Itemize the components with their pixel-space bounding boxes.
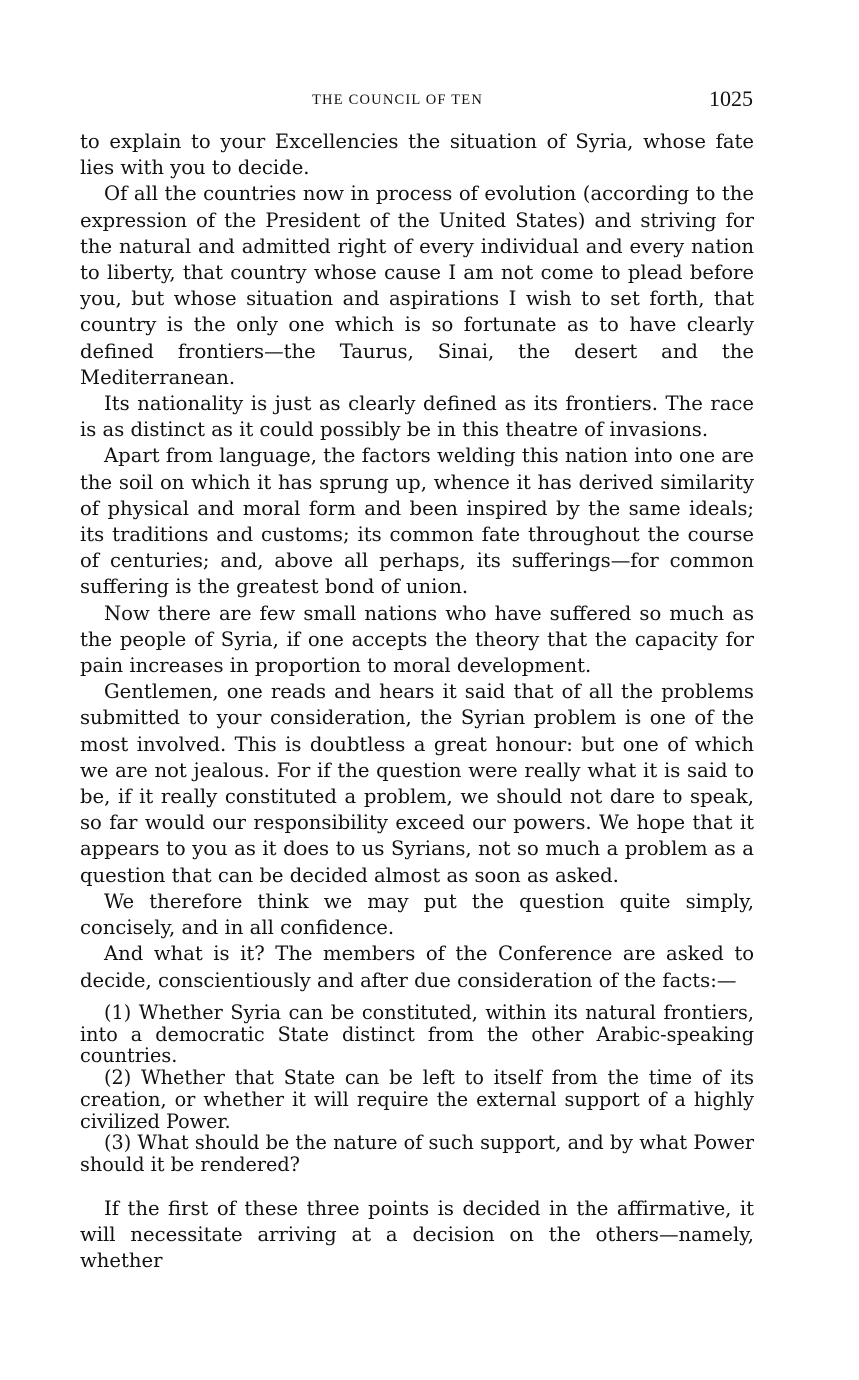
paragraph-continued: to explain to your Excellencies the situation of Syria, whose fate lies with you to decide. bbox=[80, 130, 754, 180]
paragraph: Now there are few small nations who have suffered so much as the people of Syria, if one accepts the theory that the capacity for pain increases in proportion to moral development. bbox=[80, 601, 754, 678]
paragraph: And what is it? The members of the Conference are asked to decide, conscientiously and after due consideration of the facts:— bbox=[80, 942, 754, 992]
point-item: (3) What should be the nature of such support, and by what Power should it be rendered? bbox=[80, 1131, 754, 1177]
paragraph: Apart from language, the factors welding this nation into one are the soil on which it has sprung up, whence it has derived similarity of physical and moral form and been inspired by the same ideals; its traditions and customs; its common fate throughout the course of centuries; and, above all perhaps, its sufferings—for common suffering is the greatest bond of union. bbox=[80, 444, 754, 599]
running-head: THE COUNCIL OF TEN bbox=[312, 92, 484, 108]
paragraph: We therefore think we may put the question quite simply, concisely, and in all confidence. bbox=[80, 889, 754, 940]
paragraph: Of all the countries now in process of evolution (according to the expression of the President of the United States) and striving for the natural and admitted right of every individual and every nation to liberty, that country whose cause I am not come to plead before you, but whose situation and aspirations I wish to set forth, that country is the only one which is so fortunate as to have clearly defined frontiers—the Taurus, Sinai, the desert and the Mediterranean. bbox=[80, 182, 754, 389]
page-header bbox=[0, 86, 859, 116]
point-item: (1) Whether Syria can be constituted, within its natural frontiers, into a democratic State distinct from the other Arabic-speaking countries. bbox=[80, 1000, 754, 1068]
closing-paragraph: If the first of these three points is decided in the affirmative, it will necessitate arriving at a decision on the others—namely, whether bbox=[80, 1197, 754, 1273]
paragraph: Gentlemen, one reads and hears it said that of all the problems submitted to your consideration, the Syrian problem is one of the most involved. This is doubtless a great honour: but one of which we are not jealous. For if the question were really what it is said to be, if it really constituted a problem, we should not dare to speak, so far would our responsibility exceed our powers. We hope that it appears to you as it does to us Syrians, not so much a problem as a question that can be decided almost as soon as asked. bbox=[80, 680, 754, 887]
numbered-points bbox=[80, 1002, 754, 1176]
point-item: (2) Whether that State can be left to itself from the time of its creation, or whether it will require the external support of a highly civilized Power. bbox=[80, 1066, 754, 1133]
paragraph: Its nationality is just as clearly defined as its frontiers. The race is as distinct as it could possibly be in this theatre of invasions. bbox=[80, 392, 754, 442]
body-text bbox=[80, 129, 754, 1275]
page-number: 1025 bbox=[709, 86, 753, 111]
